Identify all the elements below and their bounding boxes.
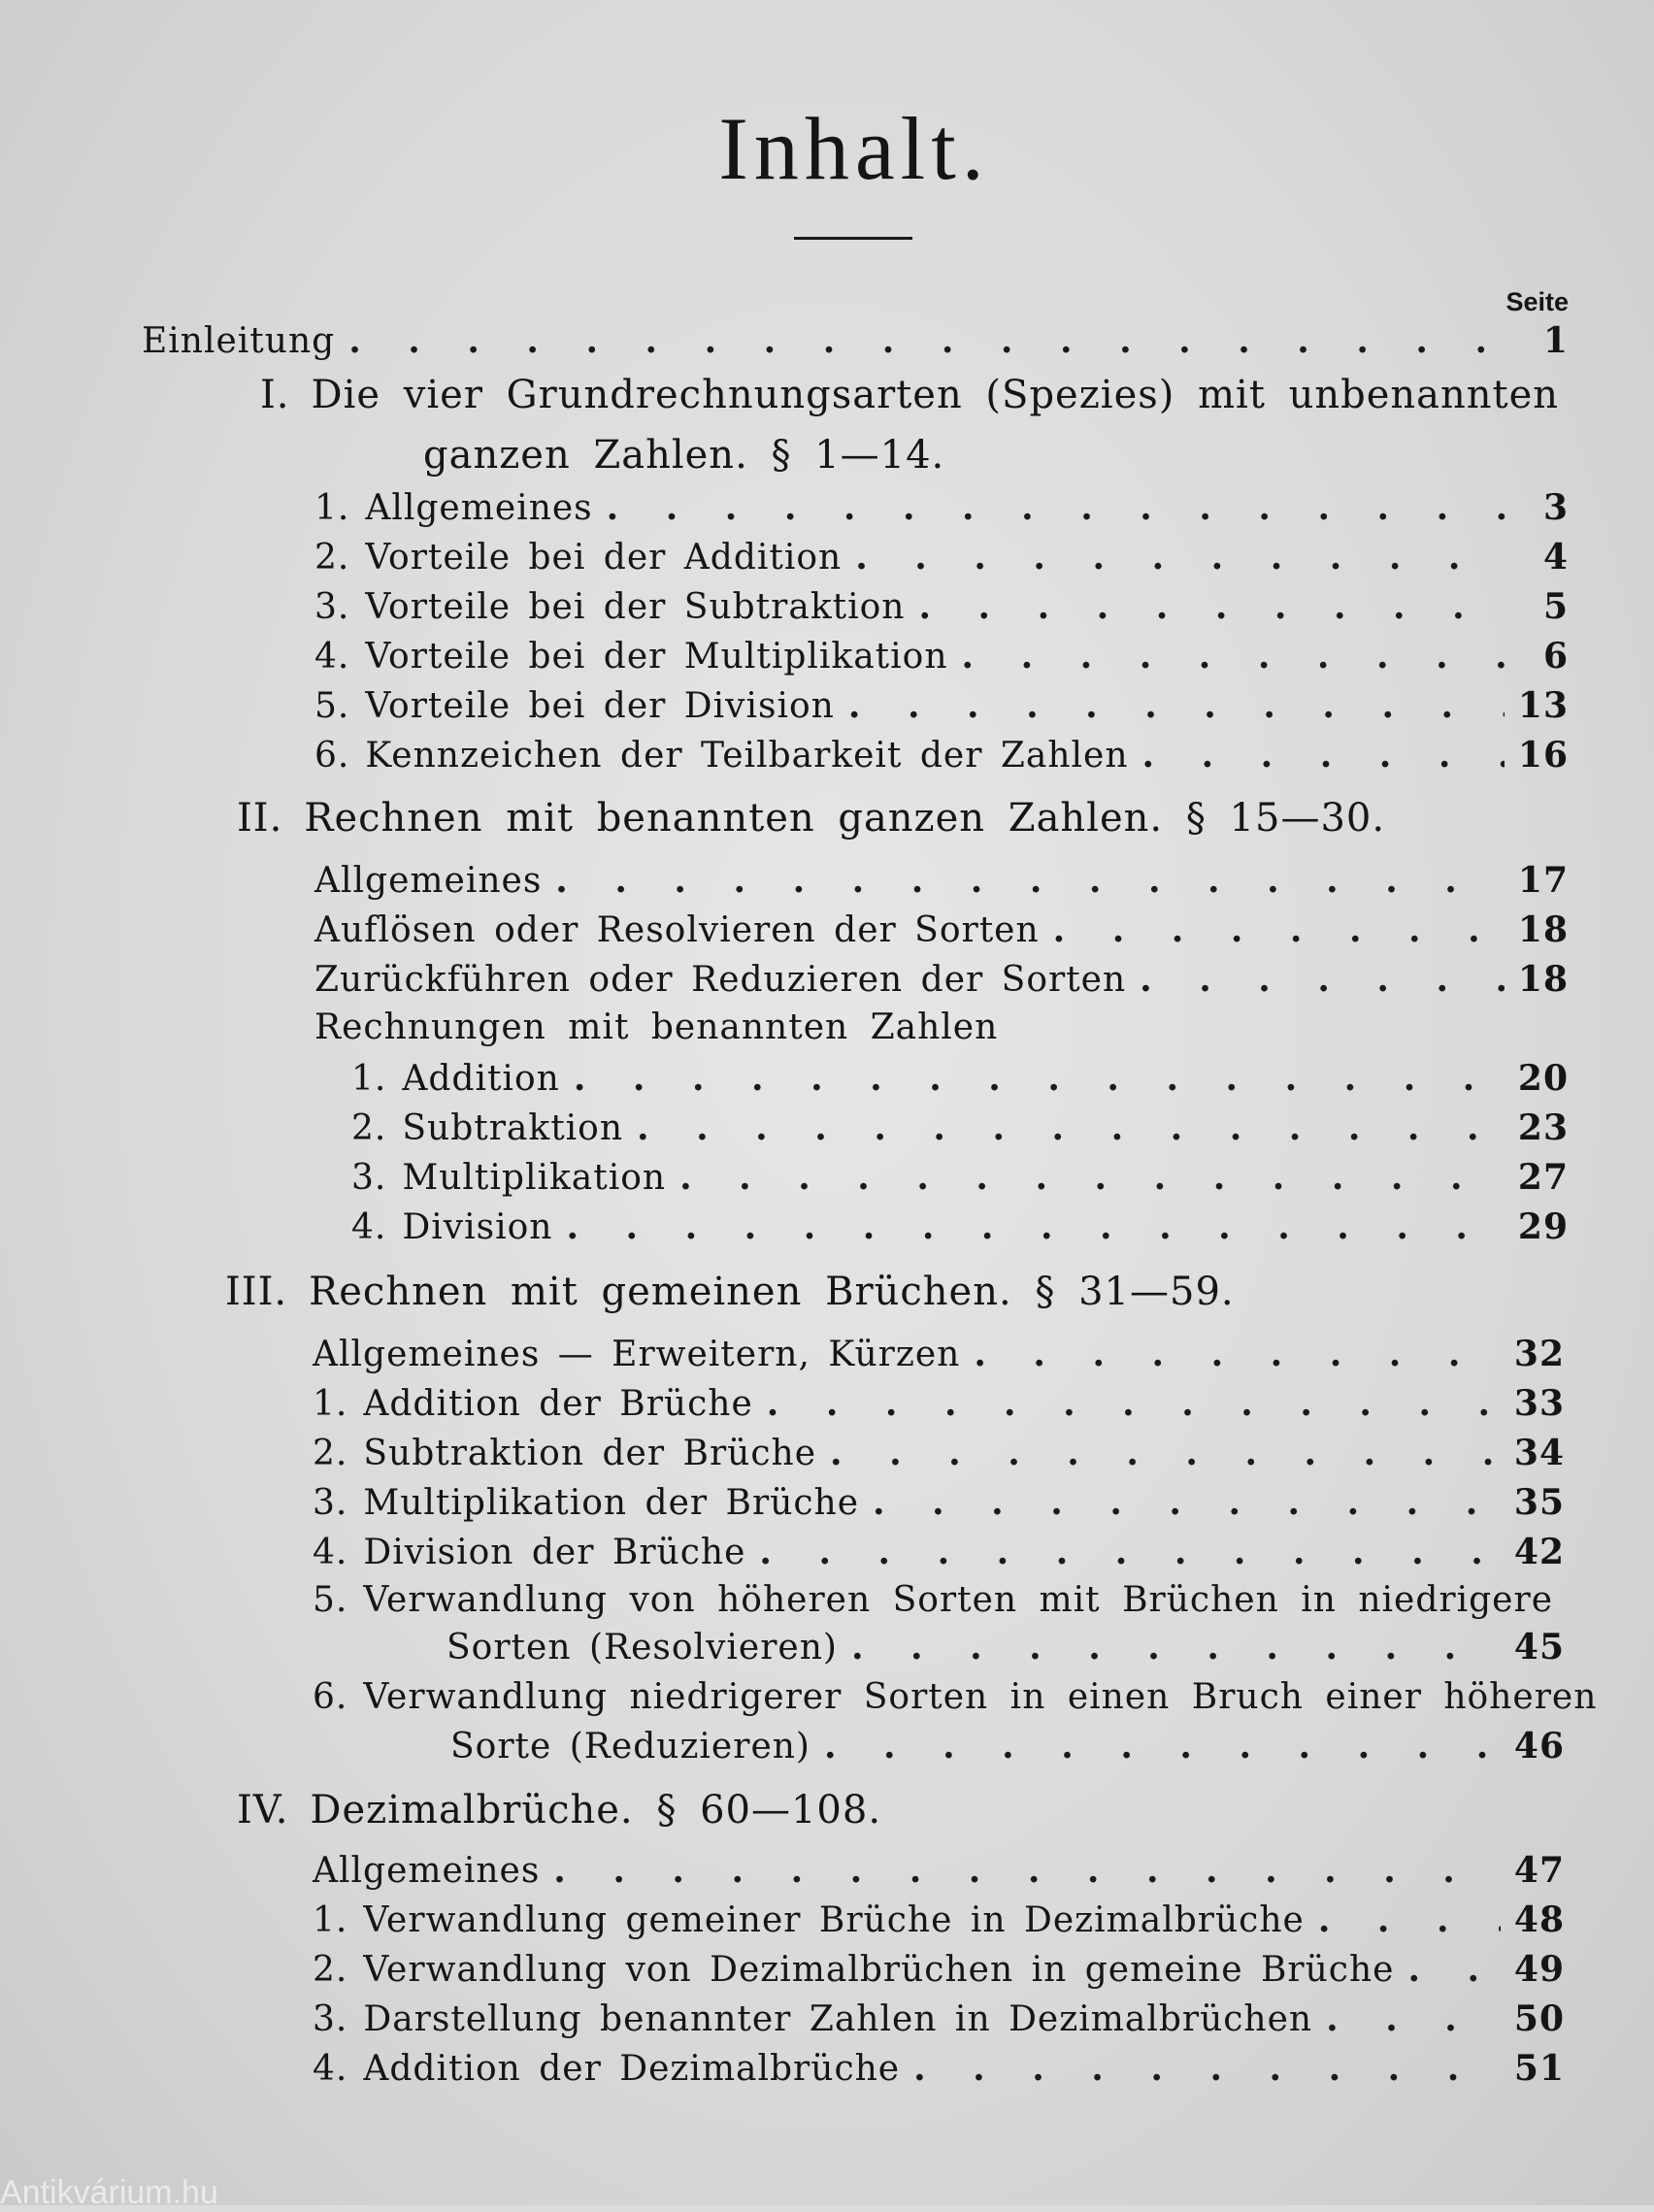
toc-entry-label: Einleitung — [142, 321, 336, 361]
toc-entry-page: 1 — [1542, 320, 1569, 361]
toc-entry-number: 2. — [313, 1950, 348, 1990]
section-title: Rechnen mit gemeinen Brüchen. § 31—59. — [309, 1270, 1235, 1314]
leader-dots — [1318, 1899, 1501, 1940]
toc-entry-number: 5. — [313, 1580, 348, 1620]
toc-entry-multiline-first — [313, 1677, 1597, 1717]
toc-entry-number: 3. — [313, 1999, 348, 2039]
toc-entry — [314, 537, 1569, 579]
toc-entry — [351, 1206, 1569, 1249]
toc-entry-label: Verwandlung gemeiner Brüche in Dezimalbrüche — [363, 1900, 1305, 1940]
toc-entry-label: Addition — [402, 1059, 560, 1099]
toc-entry-page: 16 — [1517, 735, 1569, 776]
toc-entry-number: 2. — [314, 538, 350, 578]
toc-entry-page: 45 — [1513, 1627, 1565, 1667]
toc-entry — [351, 1058, 1569, 1101]
toc-entry-label: Verwandlung niedrigerer Sorten in einen Bruch einer höheren — [363, 1677, 1598, 1717]
toc-entry-page: 42 — [1513, 1532, 1565, 1572]
toc-entry — [313, 1433, 1565, 1475]
leader-dots — [1142, 735, 1505, 776]
toc-entry-label-cont: Sorte (Reduzieren) — [450, 1727, 810, 1766]
leader-dots — [855, 537, 1510, 578]
toc-entry-number: 1. — [314, 488, 350, 528]
leader-dots — [679, 1157, 1505, 1198]
toc-entry-multiline-first — [313, 1580, 1553, 1620]
section-title: Die vier Grundrechnungsarten (Spezies) mit unbenannten — [311, 373, 1560, 417]
leader-dots — [637, 1107, 1505, 1148]
page-title: Inhalt. — [718, 99, 990, 198]
leader-dots — [1140, 959, 1505, 1000]
toc-entry-label-cont: Sorten (Resolvieren) — [447, 1628, 838, 1667]
section-title: Dezimalbrüche. § 60—108. — [310, 1788, 882, 1832]
title-rule — [794, 237, 912, 240]
toc-entry-page: 17 — [1517, 860, 1569, 901]
toc-entry-page: 48 — [1513, 1899, 1565, 1940]
toc-entry-einleitung — [142, 320, 1569, 363]
toc-entry-page: 18 — [1517, 959, 1569, 1000]
toc-entry-number: 3. — [313, 1483, 348, 1523]
leader-dots — [566, 1206, 1504, 1247]
toc-entry-label: Allgemeines — Erweitern, Kürzen — [313, 1335, 961, 1374]
leader-dots — [824, 1726, 1501, 1766]
leader-dots — [1053, 909, 1505, 950]
toc-entry — [314, 860, 1569, 903]
toc-entry-page: 27 — [1517, 1157, 1569, 1198]
toc-entry-page: 6 — [1542, 636, 1569, 677]
toc-entry-page: 35 — [1513, 1482, 1565, 1523]
toc-entry-label: Vorteile bei der Addition — [365, 538, 843, 578]
page-column-header: Seite — [1505, 287, 1569, 316]
toc-entry-number: 4. — [314, 637, 350, 677]
toc-entry-page: 50 — [1513, 1998, 1565, 2039]
toc-entry-page: 34 — [1513, 1433, 1565, 1473]
leader-dots — [848, 685, 1505, 726]
toc-entry-page: 18 — [1517, 909, 1569, 950]
toc-entry-label: Division — [402, 1207, 553, 1247]
toc-entry-page: 51 — [1513, 2048, 1565, 2089]
toc-entry-page: 4 — [1542, 537, 1569, 578]
toc-entry-number: 4. — [313, 1533, 348, 1572]
toc-entry-number: 4. — [351, 1207, 387, 1247]
section-heading-2 — [237, 796, 1385, 841]
section-numeral: IV. — [237, 1788, 289, 1832]
toc-entry — [313, 1899, 1565, 1942]
leader-dots — [918, 586, 1510, 627]
toc-entry-page: 5 — [1542, 586, 1569, 627]
toc-entry-number: 1. — [351, 1059, 387, 1099]
section-heading-3 — [225, 1270, 1235, 1314]
leader-dots — [974, 1334, 1501, 1374]
leader-dots — [759, 1532, 1501, 1572]
toc-entry-label: Allgemeines — [365, 488, 593, 528]
toc-entry-label: Vorteile bei der Division — [365, 686, 835, 726]
toc-entry — [313, 1334, 1565, 1376]
leader-dots — [767, 1383, 1501, 1424]
toc-entry — [314, 685, 1569, 728]
toc-entry-number: 3. — [351, 1158, 387, 1198]
toc-entry-page: 13 — [1517, 685, 1569, 726]
leader-dots — [348, 320, 1510, 361]
toc-entry — [313, 1850, 1565, 1893]
toc-entry-page: 29 — [1517, 1206, 1569, 1247]
toc-entry-label: Kennzeichen der Teilbarkeit der Zahlen — [365, 736, 1129, 776]
toc-entry — [314, 959, 1569, 1002]
toc-entry — [313, 1949, 1565, 1992]
toc-entry-number: 3. — [314, 587, 350, 627]
toc-entry-label: Vorteile bei der Subtraktion — [365, 587, 906, 627]
watermark: Antikvárium.hu — [0, 2174, 218, 2211]
toc-entry — [313, 1532, 1565, 1574]
toc-entry — [314, 735, 1569, 777]
toc-entry — [351, 1157, 1569, 1200]
toc-entry-label: Verwandlung von höheren Sorten mit Brüchen in niedrigere — [363, 1580, 1553, 1620]
toc-entry-page: 33 — [1513, 1383, 1565, 1424]
section-numeral: I. — [260, 373, 290, 417]
toc-entry — [314, 909, 1569, 952]
toc-entry-label: Auflösen oder Resolvieren der Sorten — [314, 910, 1040, 950]
toc-entry — [314, 487, 1569, 530]
leader-dots — [555, 860, 1505, 901]
leader-dots — [873, 1482, 1501, 1523]
toc-entry-label: Subtraktion der Brüche — [363, 1434, 816, 1473]
toc-entry-page: 32 — [1513, 1334, 1565, 1374]
leader-dots — [851, 1627, 1501, 1667]
leader-dots — [607, 487, 1510, 528]
toc-entry-number: 4. — [313, 2049, 348, 2089]
toc-entry-label: Subtraktion — [402, 1108, 624, 1148]
toc-entry — [314, 586, 1569, 629]
toc-entry — [313, 1383, 1565, 1426]
leader-dots — [574, 1058, 1505, 1099]
toc-entry-label: Addition der Brüche — [363, 1384, 753, 1424]
toc-entry-number: 1. — [313, 1900, 348, 1940]
section-title: Rechnen mit benannten ganzen Zahlen. § 15—30. — [304, 796, 1386, 841]
toc-entry-page: 23 — [1517, 1107, 1569, 1148]
toc-entry-number: 6. — [314, 736, 350, 776]
toc-entry-label: Vorteile bei der Multiplikation — [365, 637, 948, 677]
section-heading-1-cont — [423, 433, 944, 478]
toc-entry — [314, 636, 1569, 678]
toc-entry — [313, 1482, 1565, 1525]
toc-entry-label: Verwandlung von Dezimalbrüchen in gemeine Brüche — [363, 1950, 1395, 1990]
toc-entry-label: Division der Brüche — [363, 1533, 746, 1572]
leader-dots — [830, 1433, 1501, 1473]
toc-entry-page: 46 — [1513, 1726, 1565, 1766]
toc-entry-label: Multiplikation der Brüche — [363, 1483, 860, 1523]
toc-entry-page: 47 — [1513, 1850, 1565, 1891]
toc-entry-label: Allgemeines — [314, 861, 543, 901]
toc-entry-multiline-second — [450, 1726, 1565, 1768]
toc-entry-number: 1. — [313, 1384, 348, 1424]
toc-entry-number: 2. — [313, 1434, 348, 1473]
toc-entry — [313, 2048, 1565, 2091]
toc-entry-page: 49 — [1513, 1949, 1565, 1990]
toc-entry-label: Zurückführen oder Reduzieren der Sorten — [314, 960, 1127, 1000]
toc-entry-number: 6. — [313, 1677, 348, 1717]
toc-entry-page: 20 — [1517, 1058, 1569, 1099]
toc-entry-label: Addition der Dezimalbrüche — [363, 2049, 901, 2089]
leader-dots — [1326, 1998, 1501, 2039]
toc-entry-multiline-second — [447, 1627, 1565, 1669]
section-numeral: III. — [225, 1270, 288, 1314]
toc-entry — [313, 1998, 1565, 2041]
toc-entry-number: 2. — [351, 1108, 387, 1148]
section-title-cont: ganzen Zahlen. § 1—14. — [423, 433, 945, 478]
section-heading-4 — [237, 1788, 881, 1832]
toc-entry-label: Multiplikation — [402, 1158, 667, 1198]
toc-entry-page: 3 — [1542, 487, 1569, 528]
toc-entry-label: Darstellung benannter Zahlen in Dezimalbrüchen — [363, 1999, 1313, 2039]
toc-entry — [351, 1107, 1569, 1150]
sub-heading: Rechnungen mit benannten Zahlen — [314, 1007, 999, 1047]
toc-entry-label: Allgemeines — [313, 1851, 541, 1891]
leader-dots — [1407, 1949, 1500, 1990]
section-numeral: II. — [237, 796, 283, 841]
leader-dots — [913, 2048, 1501, 2089]
leader-dots — [553, 1850, 1501, 1891]
toc-entry-number: 5. — [314, 686, 350, 726]
leader-dots — [962, 636, 1510, 677]
section-heading-1 — [260, 373, 1559, 417]
